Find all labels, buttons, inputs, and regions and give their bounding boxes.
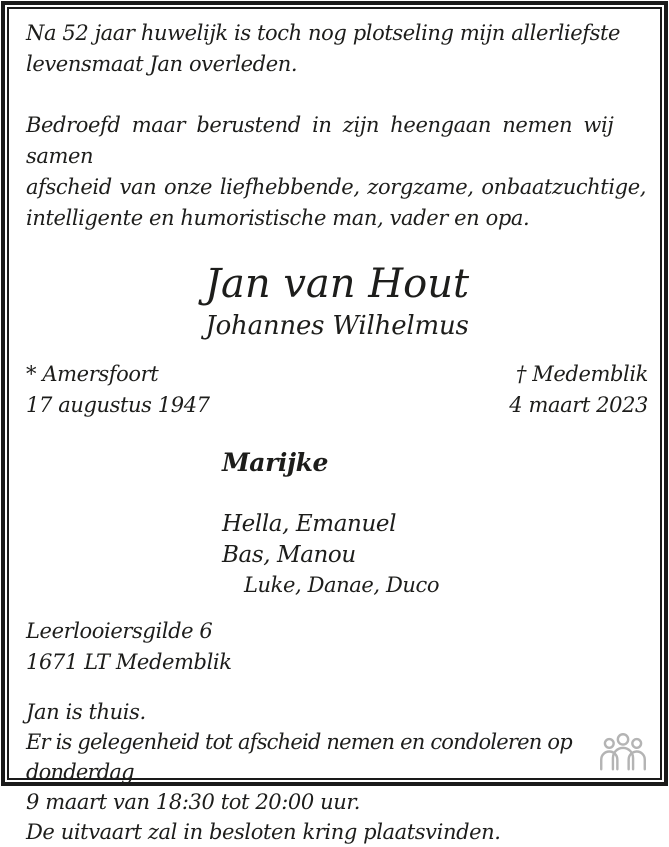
- address-street: Leerlooiersgilde 6: [26, 619, 213, 643]
- death-info: [509, 359, 648, 421]
- birth-death-row: [26, 359, 648, 421]
- text-line: intelligente en humoristische man, vader en opa.: [26, 206, 530, 230]
- closing-paragraph: [26, 697, 648, 847]
- people-logo-icon: [598, 732, 648, 771]
- tribute-paragraph: [26, 110, 648, 234]
- closing-line: 9 maart van 18:30 tot 20:00 uur.: [26, 790, 360, 814]
- death-place-line: [509, 359, 648, 390]
- death-place: Medemblik: [532, 362, 648, 386]
- deceased-name: Jan van Hout: [204, 261, 470, 307]
- text-line: Bedroefd maar berustend in zijn heengaan nemen wij samen: [26, 113, 614, 168]
- birth-info: [26, 359, 210, 421]
- birth-date: 17 augustus 1947: [26, 393, 210, 417]
- spouse-name: Marijke: [222, 448, 329, 477]
- deceased-full-name: Johannes Wilhelmus: [205, 311, 469, 341]
- text-line: afscheid van onze liefhebbende, zorgzame, onbaatzuchtige,: [26, 175, 647, 199]
- address-block: [26, 616, 648, 678]
- intro-paragraph: [26, 18, 648, 80]
- text-line: levensmaat Jan overleden.: [26, 52, 298, 76]
- birth-place-line: [26, 359, 210, 390]
- announcement-card: [1, 1, 668, 844]
- grandchildren-line: Luke, Danae, Duco: [244, 573, 440, 597]
- child-line: Hella, Emanuel: [222, 511, 397, 537]
- child-line: Bas, Manou: [222, 542, 356, 568]
- closing-line: De uitvaart zal in besloten kring plaatsvinden.: [26, 820, 501, 844]
- address-city: 1671 LT Medemblik: [26, 650, 232, 674]
- text-line: Na 52 jaar huwelijk is toch nog plotseling mijn allerliefste: [26, 21, 621, 45]
- death-date: 4 maart 2023: [509, 393, 648, 417]
- birth-place: Amersfoort: [42, 362, 159, 386]
- announcement-inner-frame: [7, 7, 662, 844]
- closing-line: Er is gelegenheid tot afscheid nemen en condoleren op donderdag: [26, 730, 572, 784]
- relatives-list: [222, 509, 648, 599]
- closing-line: Jan is thuis.: [26, 700, 146, 724]
- death-cross-icon: †: [515, 362, 526, 386]
- born-asterisk-icon: *: [26, 362, 37, 386]
